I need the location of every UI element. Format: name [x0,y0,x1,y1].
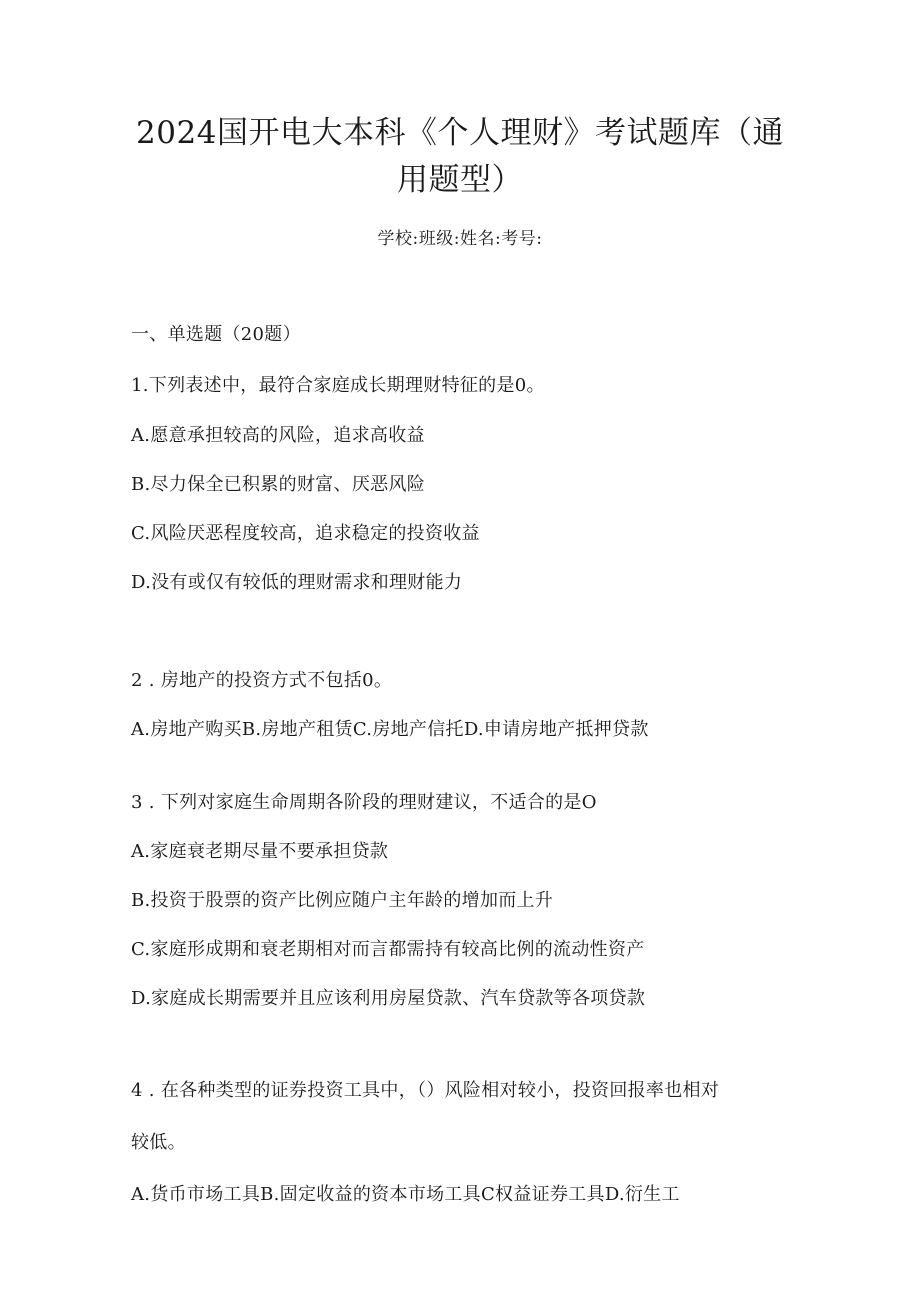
question-1-stem: 1.下列表述中，最符合家庭成长期理财特征的是0。 [131,375,545,396]
question-3-option-c: C.家庭形成期和衰老期相对而言都需持有较高比例的流动性资产 [131,939,645,960]
question-4-stem-line-1: 4 . 在各种类型的证券投资工具中，（）风险相对较小，投资回报率也相对 [131,1080,720,1101]
question-1-option-c: C.风险厌恶程度较高，追求稳定的投资收益 [131,523,480,544]
question-2-stem: 2 . 房地产的投资方式不包括0。 [131,670,393,691]
student-info-line: 学校:班级:姓名:考号: [377,229,543,249]
question-4-stem-line-2: 较低。 [131,1132,186,1153]
question-3-option-a: A.家庭衰老期尽量不要承担贷款 [131,841,389,862]
question-3-stem: 3 . 下列对家庭生命周期各阶段的理财建议，不适合的是O [131,792,597,813]
question-3-option-d: D.家庭成长期需要并且应该利用房屋贷款、汽车贷款等各项贷款 [131,988,646,1009]
question-4-options: A.货币市场工具B.固定收益的资本市场工具C权益证券工具D.衍生工 [131,1184,680,1205]
question-2-options: A.房地产购买B.房地产租赁C.房地产信托D.申请房地产抵押贷款 [131,719,649,740]
section-heading: 一、单选题（20题） [131,324,301,345]
question-1-option-a: A.愿意承担较高的风险，追求高收益 [131,425,425,446]
question-1-option-b: B.尽力保全已积累的财富、厌恶风险 [131,474,426,495]
document-title-line-1: 2024国开电大本科《个人理财》考试题库（通 [136,115,784,151]
question-1-option-d: D.没有或仅有较低的理财需求和理财能力 [131,572,463,593]
question-3-option-b: B.投资于股票的资产比例应随户主年龄的增加而上升 [131,890,554,911]
document-title-line-2: 用题型） [397,162,523,198]
